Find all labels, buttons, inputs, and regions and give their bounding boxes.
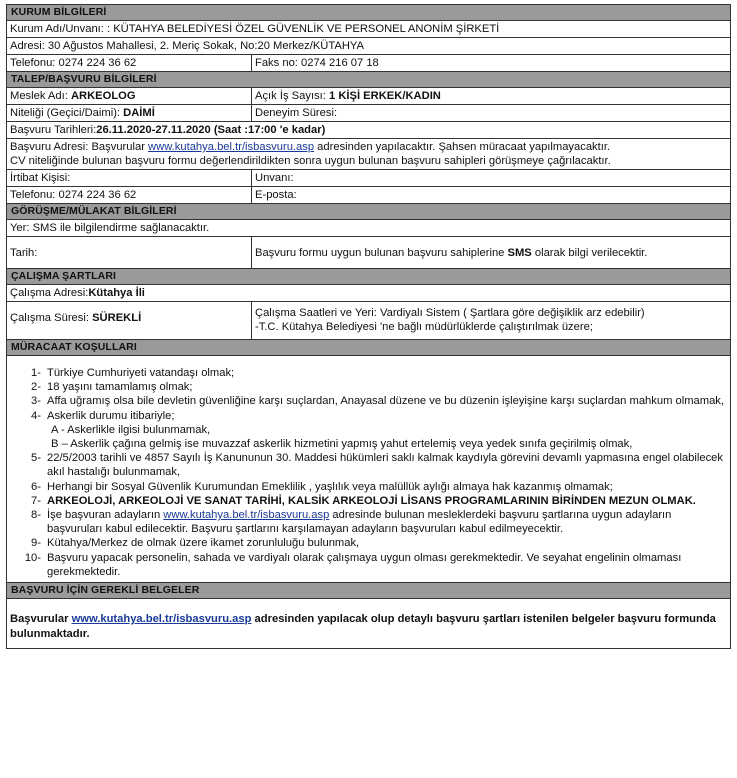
basvuru-adresi: Başvuru Adresi: Başvurular www.kutahya.bel.tr/isbasvuru.asp adresinden yapılacaktır. Şahsen müracaat yapılmayacaktır. CV niteliğinde bulunan başvuru formu değerlendirildikten sonra uygun bulunan başvuru sahipleri görüşmeye çağrılacaktır. — [10, 141, 611, 167]
list-item: 2- 18 yaşını tamamlamış olmak; — [31, 381, 193, 394]
gorusme-yer: Yer: SMS ile bilgilendirme sağlanacaktır. — [10, 222, 210, 234]
meslek-adi: Meslek Adı: ARKEOLOG — [10, 90, 136, 102]
list-item: 3- Affa uğramış olsa bile devletin güvenliğine karşı suçlardan, Anayasal düzene ve bu düzenin işleyişine karşı suçlardan mahkum olmamak, — [31, 395, 725, 408]
section-calisma-header: ÇALIŞMA ŞARTLARI — [6, 268, 731, 284]
section-belgeler-header: BAŞVURU İÇİN GEREKLİ BELGELER — [6, 582, 731, 598]
calisma-saatleri: Çalışma Saatleri ve Yeri: Vardiyalı Sistem ( Şartlara göre değişiklik arz edebilir) -T.C. Kütahya Belediyesi 'ne bağlı müdürlüklerde çalıştırılmak üzere; — [251, 302, 730, 339]
list-item: 6- Herhangi bir Sosyal Güvenlik Kurumundan Emeklilik , yaşlılık veya malüllük aylığı almaya hak kazanmış olmamak; — [31, 480, 613, 493]
section-talep-header: TALEP/BAŞVURU BİLGİLERİ — [6, 71, 731, 87]
acik-is-sayisi: Açık İş Sayısı: 1 KİŞİ ERKEK/KADIN — [251, 88, 730, 104]
irtibat-kisisi: İrtibat Kişisi: — [10, 172, 71, 184]
list-item: 9- Kütahya/Merkez de olmak üzere ikamet zorunluluğu bulunmak, — [31, 537, 360, 550]
irtibat-telefon: Telefonu: 0274 224 36 62 — [10, 189, 137, 201]
list-item: 7- ARKEOLOJİ, ARKEOLOJİ VE SANAT TARİHİ, KALSİK ARKEOLOJİ LİSANS PROGRAMLARININ BİRİNDEN MEZUN OLMAK. — [31, 494, 696, 507]
list-item: 4- Askerlik durumu itibariyle; A - Askerlikle ilgisi bulunmamak, B – Askerlik çağına gelmiş ise muvazzaf askerlik hizmetini yapmış yahut ertelemiş veya yedek sınıfa geçirilmiş olmak, — [31, 409, 633, 451]
section-gorusme-header: GÖRÜŞME/MÜLAKAT BİLGİLERİ — [6, 203, 731, 219]
calisma-adresi: Çalışma Adresi:Kütahya İli — [10, 287, 145, 299]
e-posta: E-posta: — [251, 187, 730, 203]
unvani: Unvanı: — [251, 170, 730, 186]
list-item: 5- 22/5/2003 tarihli ve 4857 Sayılı İş Kanununun 30. Maddesi hükümleri saklı kalmak kaydıyla görevini devamlı yapmasına engel olabilecek akıl hastalığı bulunmamak, — [31, 452, 723, 479]
belgeler-text: Başvurular www.kutahya.bel.tr/isbasvuru.asp adresinden yapılacak olup detaylı başvuru şartları istenilen belgeler başvuru formunda bulunmaktadır. — [10, 613, 716, 641]
kosullar-list — [7, 356, 730, 582]
list-item: 8- İşe başvuran adayların www.kutahya.bel.tr/isbasvuru.asp adresinde bulunan mesleklerdeki başvuru şartlarına uygun adayların başvuruları kabul edilecektir. Başvuru şartlarını karşılamayan adayların başvuruları kabul edilmeyecektir. — [31, 509, 672, 536]
job-posting-document — [6, 4, 731, 649]
list-item: 1- Türkiye Cumhuriyeti vatandaşı olmak; — [31, 367, 235, 379]
section-muracaat-header: MÜRACAAT KOŞULLARI — [6, 339, 731, 355]
niteligi: Niteliği (Geçici/Daimi): DAİMİ — [10, 107, 155, 119]
list-item: 10- Başvuru yapacak personelin, sahada ve vardiyalı olarak çalışmaya uygun olması gerekmektedir. Ve seyahat engelinin olmaması gerekmektedir. — [24, 551, 682, 578]
kosul-link[interactable]: www.kutahya.bel.tr/isbasvuru.asp — [163, 509, 330, 522]
kurum-adres: Adresi: 30 Ağustos Mahallesi, 2. Meriç Sokak, No:20 Merkez/KÜTAHYA — [10, 40, 364, 52]
deneyim-suresi: Deneyim Süresi: — [251, 105, 730, 121]
cv-note: CV niteliğinde bulunan başvuru formu değerlendirildikten sonra uygun bulunan başvuru sahipleri görüşmeye çağrılacaktır. — [10, 155, 611, 167]
gorusme-tarih: Tarih: — [10, 247, 38, 259]
kurum-faks: Faks no: 0274 216 07 18 — [251, 55, 730, 71]
basvuru-tarihleri: Başvuru Tarihleri:26.11.2020-27.11.2020 (Saat :17:00 'e kadar) — [10, 124, 326, 136]
gorusme-tarih-detay: Başvuru formu uygun bulunan başvuru sahiplerine SMS olarak bilgi verilecektir. — [251, 237, 730, 268]
calisma-suresi: Çalışma Süresi: SÜREKLİ — [10, 312, 142, 324]
basvuru-link[interactable]: www.kutahya.bel.tr/isbasvuru.asp — [148, 141, 315, 153]
section-kurum-header: KURUM BİLGİLERİ — [6, 4, 731, 20]
kurum-telefon: Telefonu: 0274 224 36 62 — [10, 57, 137, 69]
kurum-ad: Kurum Adı/Unvanı: : KÜTAHYA BELEDİYESİ ÖZEL GÜVENLİK VE PERSONEL ANONİM ŞİRKETİ — [10, 23, 500, 35]
belgeler-link[interactable]: www.kutahya.bel.tr/isbasvuru.asp — [71, 613, 252, 626]
